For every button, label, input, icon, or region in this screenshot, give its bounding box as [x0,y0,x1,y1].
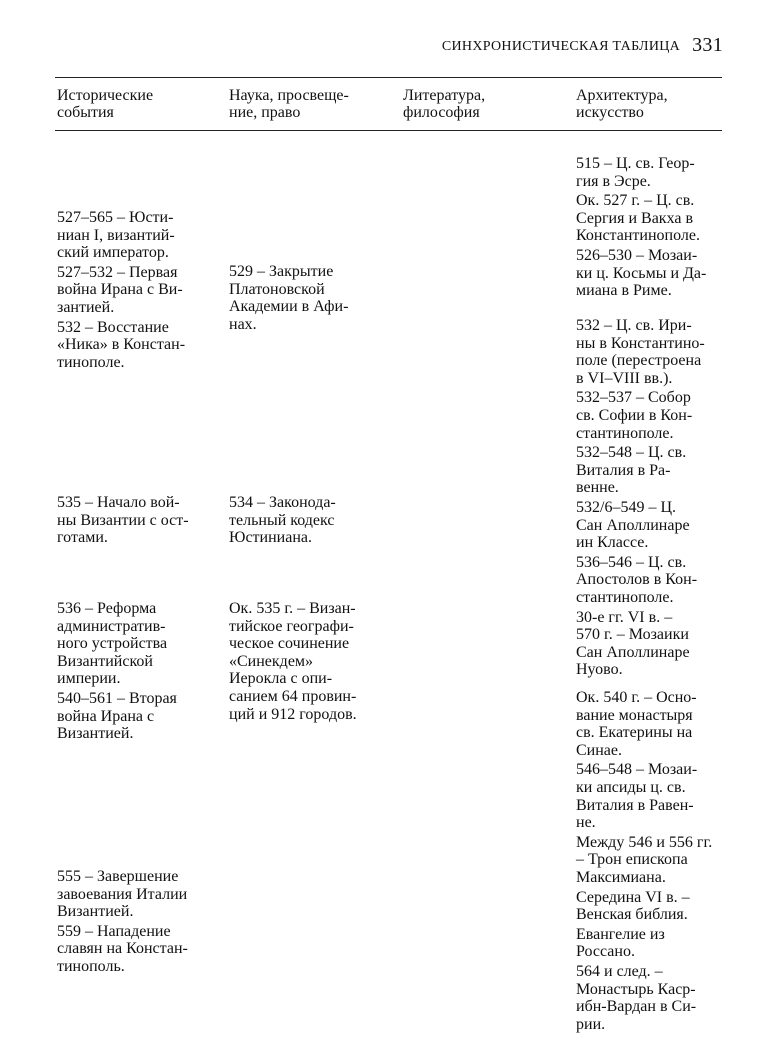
architecture-group-2 [576,317,722,681]
table-entry: 527–532 – Первая война Ирана с Ви- зантией. [57,263,183,316]
architecture-group-3 [576,689,722,1035]
table-entry: Евангелие из Россано. [576,925,665,961]
historical-group-4 [57,868,203,978]
running-head [442,34,723,57]
table-entry: Ок. 527 г. – Ц. св. Сергия и Вакха в Константинополе. [576,192,700,245]
table-entry: 535 – Начало вой- ны Византии с ост- готами. [57,494,189,547]
table-entry: 532–537 – Собор св. Софии в Кон- стантинополе. [576,389,693,442]
table-entry: 536–546 – Ц. св. Апостолов в Кон- стантинополе. [576,553,698,606]
table-entry: 540–561 – Вторая война Ирана с Византией. [57,689,177,743]
historical-group-1 [57,209,203,373]
table-entry: 546–548 – Мозаи- ки апсиды ц. св. Виталия в Равен- не. [576,761,698,832]
column-header-historical: Исторические события [57,87,154,121]
table-entry: 532/6–549 – Ц. Сан Аполлинаре ин Классе. [576,498,690,552]
top-rule [55,77,722,78]
table-entry: Середина VI в. – Венская библия. [576,888,690,924]
table-entry: 559 – Нападение славян на Констан- тинополь. [57,922,188,975]
table-entry: 555 – Завершение завоевания Италии Византией. [57,868,188,921]
science-entry-2: 534 – Законода- тельный кодекс Юстиниана. [229,494,336,547]
table-entry: 30-е гг. VI в. – 570 г. – Мозаики Сан Аполлинаре Нуово. [576,608,690,679]
science-entry-3: Ок. 535 г. – Визан- тийское географи- ческое сочинение «Синекдем» Иерокла с опи- санием 64 провин- ций и 912 городов. [229,600,357,723]
table-entry: Ок. 540 г. – Осно- вание монастыря св. Екатерины на Синае. [576,689,697,759]
table-entry: 536 – Реформа административ- ного устройства Византийской империи. [57,600,168,688]
science-entry-1: 529 – Закрытие Платоновской Академии в Афи- нах. [229,263,349,333]
table-entry: 526–530 – Мозаи- ки ц. Косьмы и Да- миана в Риме. [576,246,707,300]
table-entry: Между 546 и 556 гг. – Трон епископа Максимиана. [576,833,713,886]
table-entry: 532–548 – Ц. св. Виталия в Ра- венне. [576,444,687,497]
table-entry: 532 – Восстание «Ника» в Констан- тинополе. [57,318,186,371]
historical-group-3 [57,600,203,745]
column-header-architecture: Архитектура, искусство [576,87,668,121]
column-header-literature: Литература, философия [403,87,486,121]
page-number: 331 [692,34,723,56]
running-title: СИНХРОНИСТИЧЕСКАЯ ТАБЛИЦА [441,39,681,54]
table-entry: 564 и след. – Монастырь Каср- ибн-Вардан в Си- рии. [576,962,697,1033]
architecture-group-1 [576,155,722,302]
column-header-science: Наука, просвеще- ние, право [229,87,349,121]
table-entry: 527–565 – Юсти- ниан I, византий- ский император. [57,209,175,262]
historical-group-2 [57,494,203,549]
header-rule [55,130,722,131]
table-entry: 532 – Ц. св. Ири- ны в Константино- поле (перестроена в VI–VIII вв.). [576,317,705,387]
table-entry: 515 – Ц. св. Геор- гия в Эсре. [576,155,695,190]
